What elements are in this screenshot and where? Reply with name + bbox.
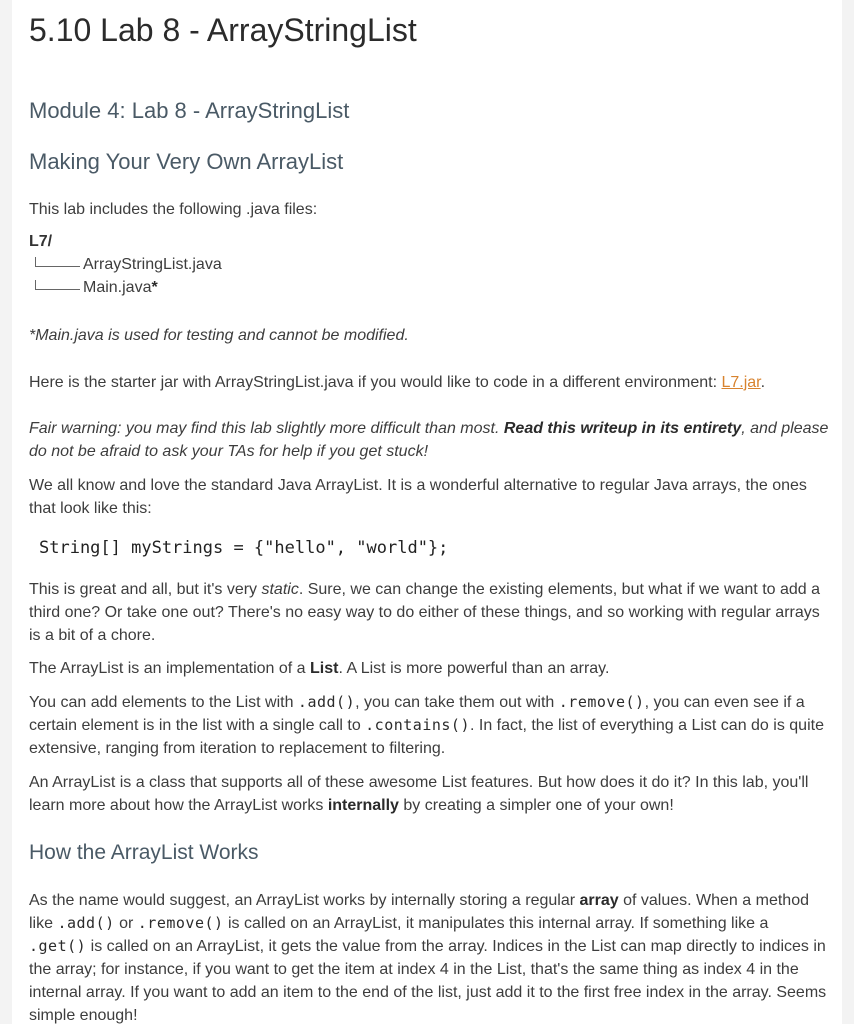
how-code-get: .get() (29, 937, 87, 955)
static-paragraph (29, 578, 829, 647)
class-text-2: by creating a simpler one of your own! (398, 797, 674, 814)
section-heading: Making Your Very Own ArrayList (29, 149, 344, 174)
code-example: String[] myStrings = {"hello", "world"}; (39, 538, 449, 558)
tree-file-arraystringlist: ArrayStringList.java (83, 256, 222, 273)
how-heading: How the ArrayList Works (29, 841, 259, 864)
class-bold: internally (327, 797, 399, 814)
methods-text-2: , you can take them out with (355, 694, 559, 711)
how-text-2: of values. When a method like (29, 892, 809, 932)
how-paragraph (29, 889, 829, 1024)
starter-text: Here is the starter jar with ArrayStringList.java if you would like to code in a different environment: (29, 374, 722, 391)
code-remove: .remove() (558, 693, 645, 711)
static-text-1: This is great and all, but it's very (29, 581, 262, 598)
methods-text-4: . In fact, the list of everything a List can do is quite extensive, ranging from iteration to replacement to filtering. (29, 717, 824, 757)
static-italic: static (261, 581, 299, 598)
list-bold: List (310, 660, 339, 677)
starter-text-end: . (760, 374, 766, 391)
list-text-2: . A List is more powerful than an array. (338, 660, 610, 677)
code-add: .add() (297, 693, 356, 711)
how-text-4: is called on an ArrayList, it manipulates this internal array. If something like a (223, 915, 769, 932)
methods-text-1: You can add elements to the List with (29, 694, 298, 711)
how-code-remove: .remove() (137, 914, 224, 932)
how-text-1: As the name would suggest, an ArrayList works by internally storing a regular (29, 892, 580, 909)
methods-paragraph (29, 691, 829, 760)
how-text-5: is called on an ArrayList, it gets the value from the array. Indices in the List can map directly to indices in the array; for instance, if you want to get the item at index 4 in the List, that's the same thing as index 4 in the internal array. If you want to add an item to the end of the list, just add it to the first free index in the array. Seems simple enough! (29, 938, 827, 1024)
intro-paragraph: We all know and love the standard Java ArrayList. It is a wonderful alternative to regular Java arrays, the ones that look like this: (29, 477, 807, 517)
tree-branch-2 (35, 280, 80, 290)
list-paragraph (29, 657, 829, 680)
how-code-add: .add() (57, 914, 115, 932)
tree-file-main (83, 279, 158, 297)
code-contains: .contains() (365, 716, 470, 734)
tree-branch-1 (35, 257, 80, 267)
class-text-1: An ArrayList is a class that supports all of these awesome List features. But how does it do it? In this lab, you'll learn more about how the ArrayList works (29, 774, 809, 814)
class-paragraph (29, 771, 829, 817)
warning-text-1: Fair warning: you may find this lab slightly more difficult than most. (29, 420, 504, 437)
tree-file-main-name: Main.java (83, 279, 152, 296)
main-note (29, 324, 829, 347)
how-bold: array (579, 892, 619, 909)
warning-paragraph (29, 417, 829, 463)
module-heading: Module 4: Lab 8 - ArrayStringList (29, 98, 350, 123)
how-text-3: or (114, 915, 138, 932)
lab-page (12, 0, 842, 1024)
warning-text-2: , and please do not be afraid to ask your TAs for help if you get stuck! (29, 420, 829, 460)
main-note-text: *Main.java is used for testing and cannot be modified. (29, 327, 409, 344)
tree-root-folder: L7/ (29, 233, 53, 250)
methods-text-3: , you can even see if a certain element is in the list with a single call to (29, 694, 805, 734)
starter-jar-link[interactable]: L7.jar (721, 374, 761, 391)
static-text-2: . Sure, we can change the existing elements, but what if we want to add a third one? Or take one out? There's no easy way to do either of these things, and so working with regular arrays is a bit of a chore. (29, 581, 821, 644)
warning-bold: Read this writeup in its entirety (503, 420, 742, 437)
starter-jar-paragraph (29, 371, 829, 394)
files-intro: This lab includes the following .java files: (29, 201, 318, 218)
tree-file-main-marker: * (151, 279, 158, 296)
list-text-1: The ArrayList is an implementation of a (29, 660, 311, 677)
page-title: 5.10 Lab 8 - ArrayStringList (29, 12, 417, 48)
